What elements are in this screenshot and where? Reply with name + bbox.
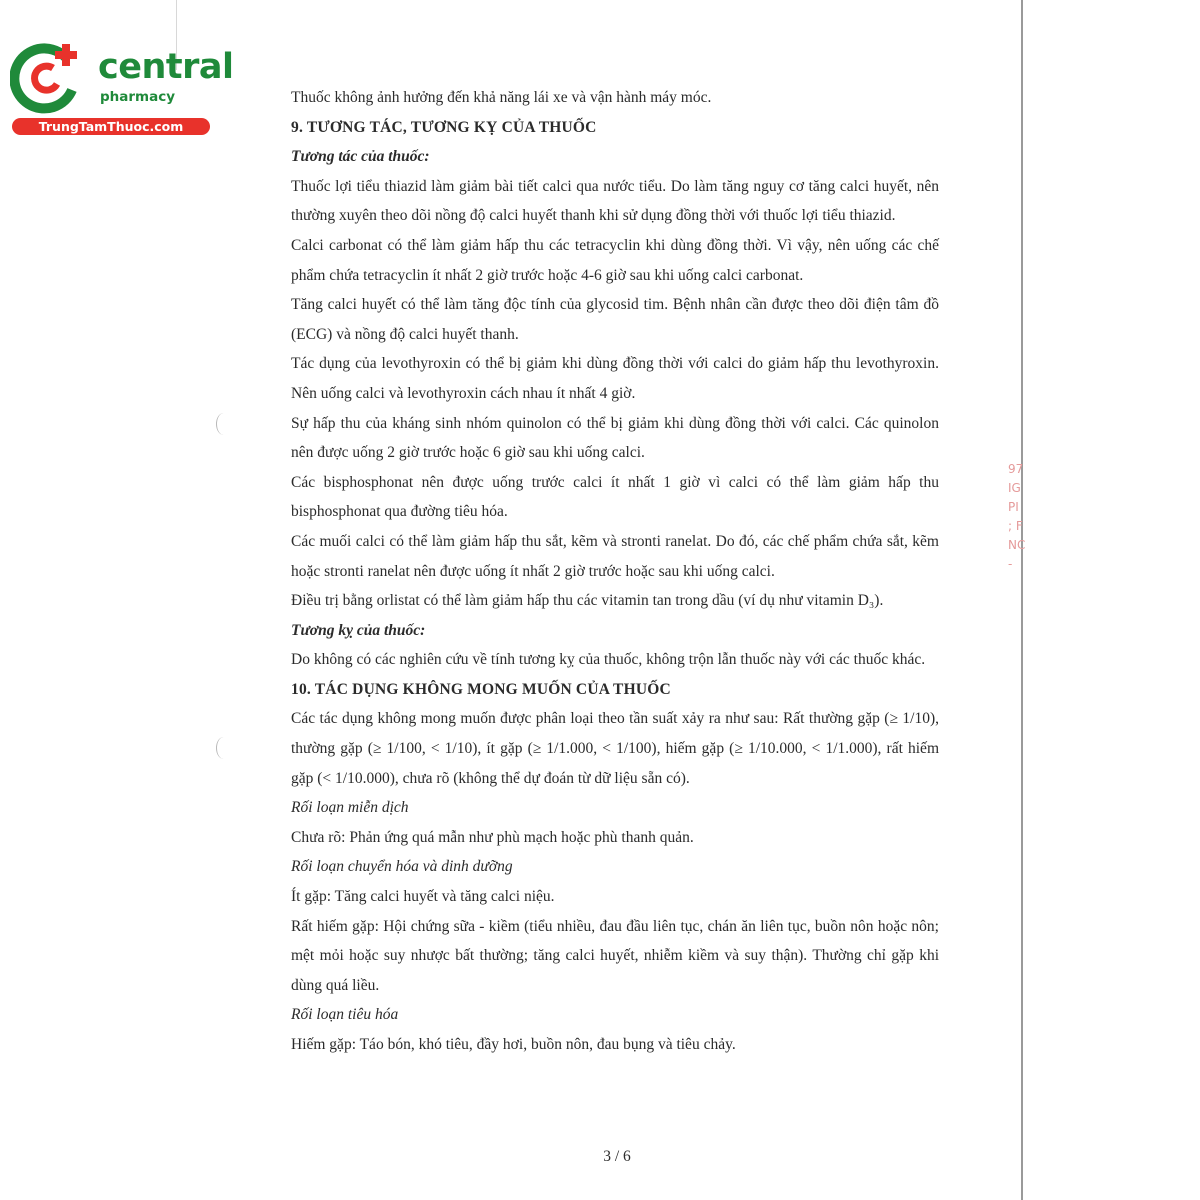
punch-hole-mark bbox=[216, 737, 231, 759]
stamp-text: 97 bbox=[1008, 462, 1024, 476]
interaction-paragraph: Điều trị bằng orlistat có thể làm giảm hấp thu các vitamin tan trong dầu (ví dụ như vitamin D₃). bbox=[291, 592, 884, 610]
logo-tagline: pharmacy bbox=[100, 89, 176, 105]
pharmacy-cross-icon bbox=[10, 38, 96, 116]
stamp-text: ; F bbox=[1008, 519, 1023, 533]
section-10-heading: 10. TÁC DỤNG KHÔNG MONG MUỐN CỦA THUỐC bbox=[291, 680, 671, 698]
punch-hole-mark bbox=[216, 413, 231, 435]
interaction-paragraph: Các muối calci có thể làm giảm hấp thu sắt, kẽm và stronti ranelat. Do đó, các chế phẩm chứa sắt, kẽm hoặc stronti ranelat nên được uống ít nhất 2 giờ trước hoặc sau khi uống calci. bbox=[291, 532, 939, 580]
gi-disorders-text: Hiếm gặp: Táo bón, khó tiêu, đầy hơi, buồn nôn, đau bụng và tiêu chảy. bbox=[291, 1036, 736, 1053]
stamp-text: PI bbox=[1008, 500, 1019, 514]
section-9-heading: 9. TƯƠNG TÁC, TƯƠNG KỴ CỦA THUỐC bbox=[291, 118, 597, 136]
interaction-paragraph: Tăng calci huyết có thể làm tăng độc tính của glycosid tim. Bệnh nhân cần được theo dõi điện tâm đồ (ECG) và nồng độ calci huyết thanh. bbox=[291, 296, 939, 343]
interaction-paragraph: Sự hấp thu của kháng sinh nhóm quinolon có thể bị giảm khi dùng đồng thời với calci. Các quinolon nên được uống 2 giờ trước hoặc 6 giờ sau khi uống calci. bbox=[291, 414, 939, 462]
immune-disorders-text: Chưa rõ: Phản ứng quá mẫn như phù mạch hoặc phù thanh quản. bbox=[291, 828, 694, 846]
intro-paragraph: Thuốc không ảnh hưởng đến khả năng lái xe và vận hành máy móc. bbox=[291, 89, 712, 106]
red-stamp-fragment bbox=[1008, 460, 1028, 610]
stamp-text: IG bbox=[1008, 481, 1021, 495]
interaction-paragraph: Calci carbonat có thể làm giảm hấp thu các tetracyclin khi dùng đồng thời. Vì vậy, nên uống các chế phẩm chứa tetracyclin ít nhất 2 giờ trước hoặc 4-6 giờ sau khi uống calci carbonat. bbox=[291, 236, 939, 284]
logo-url[interactable]: TrungTamThuoc.com bbox=[12, 118, 210, 135]
incompatibility-heading: Tương kỵ của thuốc: bbox=[291, 621, 426, 639]
document-body bbox=[291, 83, 939, 1060]
stamp-text: - bbox=[1008, 557, 1013, 571]
interaction-paragraph: Các bisphosphonat nên được uống trước calci ít nhất 1 giờ vì calci có thể làm giảm hấp thu bisphosphonat qua đường tiêu hóa. bbox=[291, 473, 939, 521]
metabolic-disorders-text: Ít gặp: Tăng calci huyết và tăng calci niệu. bbox=[291, 888, 555, 906]
immune-disorders-heading: Rối loạn miễn dịch bbox=[291, 799, 409, 817]
incompatibility-paragraph: Do không có các nghiên cứu về tính tương kỵ của thuốc, không trộn lẫn thuốc này với các thuốc khác. bbox=[291, 651, 926, 669]
interaction-paragraph: Tác dụng của levothyroxin có thể bị giảm khi dùng đồng thời với calci do giảm hấp thu levothyroxin. Nên uống calci và levothyroxin cách nhau ít nhất 4 giờ. bbox=[291, 355, 939, 402]
gi-disorders-heading: Rối loạn tiêu hóa bbox=[291, 1006, 399, 1024]
interactions-heading: Tương tác của thuốc: bbox=[291, 148, 430, 166]
metabolic-disorders-heading: Rối loạn chuyển hóa và dinh dưỡng bbox=[291, 858, 513, 876]
metabolic-disorders-text: Rất hiếm gặp: Hội chứng sữa - kiềm (tiểu nhiều, đau đầu liên tục, chán ăn liên tục, buồn nôn hoặc nôn; mệt mỏi hoặc suy nhược bất thường; tăng calci huyết, nhiễm kiềm và suy thận). Thường chỉ gặp khi dùng quá liều. bbox=[291, 917, 939, 994]
stamp-text: NC bbox=[1008, 538, 1026, 552]
central-pharmacy-logo[interactable] bbox=[10, 38, 234, 138]
logo-brand: central bbox=[98, 47, 234, 87]
page-number: 3 / 6 bbox=[603, 1148, 631, 1165]
interaction-paragraph: Thuốc lợi tiểu thiazid làm giảm bài tiết calci qua nước tiểu. Do làm tăng nguy cơ tăng calci huyết, nên thường xuyên theo dõi nồng độ calci huyết thanh khi sử dụng đồng thời với thuốc lợi tiểu thiazid. bbox=[291, 177, 939, 225]
adverse-effects-intro: Các tác dụng không mong muốn được phân loại theo tần suất xảy ra như sau: Rất thường gặp (≥ 1/10), thường gặp (≥ 1/100, < 1/10), ít gặp (≥ 1/1.000, < 1/100), hiếm gặp (≥ 1/10.000, < 1/1.000), rất hiếm gặp (< 1/10.000), chưa rõ (không thể dự đoán từ dữ liệu sẵn có). bbox=[291, 710, 939, 787]
